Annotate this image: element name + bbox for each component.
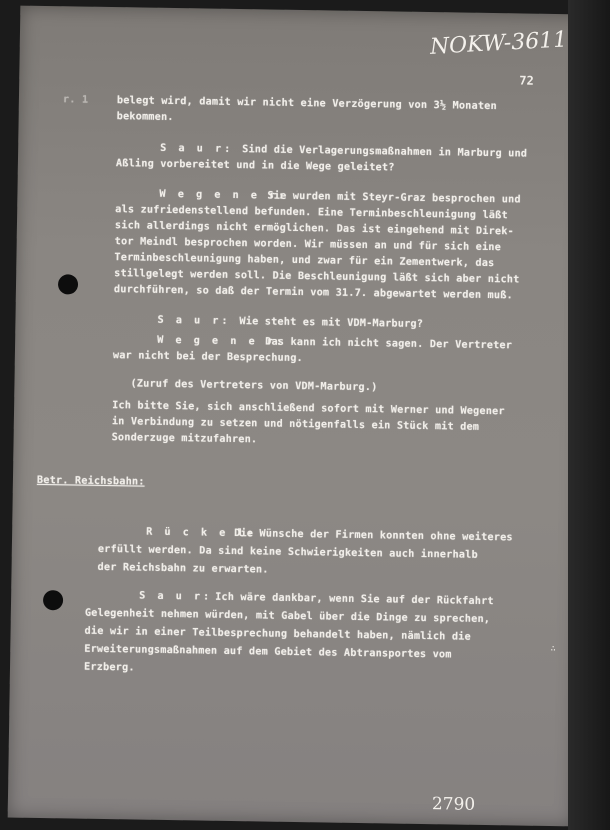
margin-mark: ∴ [550,644,556,655]
text-line: war nicht bei der Besprechung. [112,350,304,365]
text-line: stillgelegt werden soll. Die Beschleunigung läßt sich aber nicht [114,268,520,286]
text-line: Sind die Verlagerungsmaßnahmen in Marburg und [242,144,528,160]
text-line: in Verbindung zu setzen und nötigenfalls ein Stück mit dem [111,416,480,433]
archive-number: 2790 [431,794,476,815]
stage-direction: (Zuruf des Vertreters von VDM-Marburg.) [130,378,378,394]
text-line: Erweiterungsmaßnahmen auf dem Gebiet des Abtransportes vom [84,643,452,661]
text-line: Wie steht es mit VDM-Marburg? [239,316,424,330]
text-line: Das kann ich nicht sagen. Der Vertreter [265,336,513,352]
speaker-label: S a u r: [160,142,234,155]
text-line: durchführen, so daß der Termin vom 31.7. abgewartet werden muß. [113,284,514,302]
punch-hole-top [58,274,78,294]
text-line: Sie wurden mit Steyr-Graz besprochen und [267,190,521,206]
speaker-label: S a u r: [139,590,213,603]
text-line: der Reichsbahn zu erwarten. [97,561,269,576]
text-line: Ich bitte Sie, sich anschließend sofort mit Werner und Wegener [112,400,505,418]
paper-sheet [8,6,587,827]
text-line: bekommen. [116,111,174,124]
text-line: Erzberg. [83,661,135,674]
text-line: Die Wünsche der Firmen konnten ohne weiteres [234,528,513,544]
text-line: Ich wäre dankbar, wenn Sie auf der Rückfahrt [215,591,494,608]
text-line: Sonderzuge mitzufahren. [111,432,258,446]
speaker-label: S a u r: [157,314,231,327]
text-line: tor Meindl besprochen worden. Wir müssen an und für sich eine [114,236,502,254]
document-id-stamp: NOKW-3611 [429,27,568,60]
punch-hole-bottom [43,590,63,610]
speaker-label: W e g e n e r: [157,334,286,348]
speaker-label: W e g e n e r: [159,188,288,202]
text-line: Aßling vorbereitet und in die Wege geleitet? [115,158,395,174]
margin-fragment: r. 1 [62,94,89,106]
text-line: belegt wird, damit wir nicht eine Verzögerung von 3½ Monaten [116,95,497,113]
section-heading: Betr. Reichsbahn: [36,474,145,488]
text-line: sich allerdings nicht ermöglichen. Das ist eingehend mit Direk- [114,220,515,238]
text-line: die wir in einer Teilbesprechung behandelt haben, nämlich die [84,625,471,643]
text-line: erfüllt werden. Da sind keine Schwierigkeiten auch innerhalb [97,543,478,561]
text-line: als zufriedenstellend befunden. Eine Terminbeschleunigung läßt [115,204,508,222]
text-line: Gelegenheit nehmen würden, mit Gabel über die Dinge zu sprechen, [84,607,491,626]
scan-edge [568,0,610,830]
page-number: 72 [519,73,534,88]
text-line: Terminbeschleunigung haben, und zwar für ein Zementwerk, das [114,252,495,270]
speaker-label: R ü c k e l: [146,526,256,540]
